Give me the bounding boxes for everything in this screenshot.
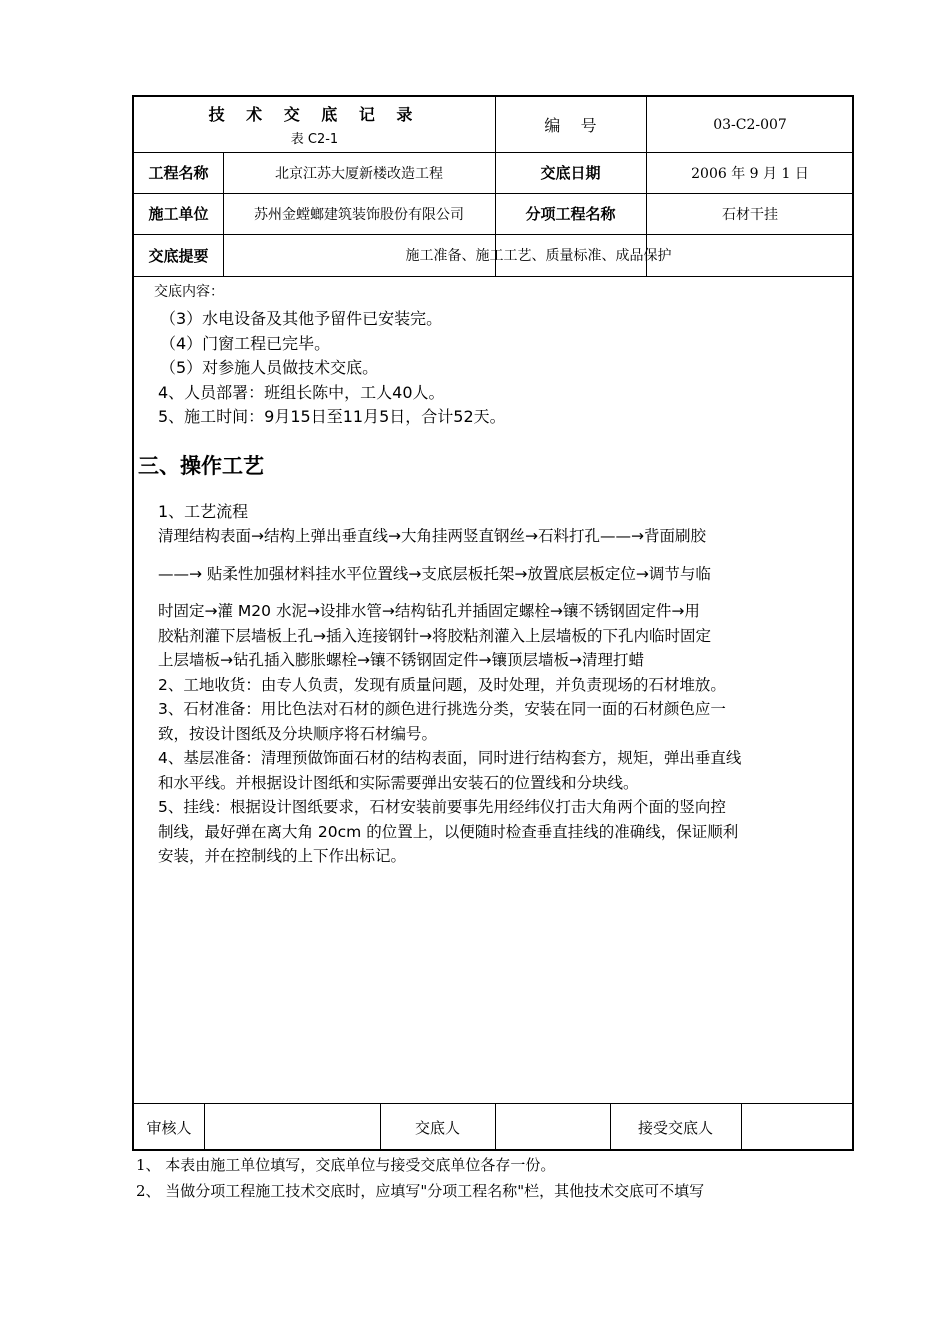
section-title: 三、操作工艺 — [138, 453, 264, 478]
prep-line: （4）门窗工程已完毕。 — [160, 333, 331, 353]
flow-line: 时固定→灌 M20 水泥→设排水管→结构钻孔并插固定螺栓→镶不锈钢固定件→用 — [158, 602, 700, 620]
content-label: 交底内容： — [154, 284, 224, 300]
prep-line: （5）对参施人员做技术交底。 — [160, 358, 379, 377]
reviewer-label: 审核人 — [146, 1118, 192, 1137]
number-label: 编 号 — [544, 116, 597, 135]
prep-line: 4、人员部署：班组长陈中，工人40人。 — [158, 382, 445, 402]
subproject-label: 分项工程名称 — [525, 205, 616, 223]
prep-line: （3）水电设备及其他予留件已安装完。 — [160, 309, 443, 328]
flow-line: 上层墙板→钻孔插入膨胀螺栓→镶不锈钢固定件→镶顶层墙板→清理打蜡 — [158, 651, 644, 669]
item-line: 4、基层准备：清理预做饰面石材的结构表面，同时进行结构套方，规矩，弹出垂直线 — [158, 749, 742, 767]
flow-line: ——→ 贴柔性加强材料挂水平位置线→支底层板托架→放置底层板定位→调节与临 — [158, 564, 711, 583]
flow-title: 1、工艺流程 — [158, 501, 249, 521]
item-line: 制线，最好弹在离大角 20cm 的位置上，以便随时检查垂直挂线的准确线，保证顺利 — [158, 822, 739, 841]
item-line: 和水平线。并根据设计图纸和实际需要弹出安装石的位置线和分块线。 — [158, 773, 639, 792]
content-area — [138, 277, 850, 869]
project-name-label: 工程名称 — [148, 164, 209, 182]
flow-line: 胶粘剂灌下层墙板上孔→插入连接钢针→将胶粘剂灌入上层墙板的下孔内临时固定 — [158, 626, 711, 645]
item-line: 致，按设计图纸及分块顺序将石材编号。 — [158, 724, 438, 743]
discloser-signature — [495, 1103, 610, 1151]
receiver-label: 接受交底人 — [637, 1118, 713, 1137]
reviewer-signature — [204, 1103, 380, 1151]
disclosure-form — [132, 95, 854, 1151]
discloser-label: 交底人 — [414, 1118, 460, 1137]
footnote: 2、 当做分项工程施工技术交底时，应填写"分项工程名称"栏，其他技术交底可不填写 — [136, 1182, 705, 1200]
company-name: 苏州金螳螂建筑装饰股份有限公司 — [254, 206, 464, 223]
item-line: 3、石材准备：用比色法对石材的颜色进行挑选分类，安装在同一面的石材颜色应一 — [158, 700, 726, 718]
project-name: 北京江苏大厦新楼改造工程 — [275, 165, 443, 182]
summary-label: 交底提要 — [148, 246, 209, 265]
item-line: 5、挂线：根据设计图纸要求，石材安装前要事先用经纬仪打击大角两个面的竖向控 — [158, 798, 726, 816]
item-line: 安装，并在控制线的上下作出标记。 — [158, 847, 407, 865]
number-value: 03-C2-007 — [713, 116, 787, 133]
form-number: 表 C2-1 — [290, 132, 339, 147]
summary-text: 施工准备、施工工艺、质量标准、成品保护 — [405, 248, 672, 264]
form-title-block — [134, 97, 495, 152]
flow-line: 清理结构表面→结构上弹出垂直线→大角挂两竖直钢丝→石料打孔——→背面刷胶 — [158, 527, 706, 545]
item-line: 2、工地收货：由专人负责，发现有质量问题，及时处理，并负责现场的石材堆放。 — [158, 675, 726, 694]
receiver-signature — [741, 1103, 854, 1151]
date-label: 交底日期 — [540, 164, 601, 182]
subproject-name: 石材干挂 — [722, 206, 778, 223]
company-label: 施工单位 — [148, 205, 209, 223]
form-title: 技 术 交 底 记 录 — [208, 105, 421, 124]
footnote: 1、 本表由施工单位填写，交底单位与接受交底单位各存一份。 — [136, 1156, 556, 1174]
prep-line: 5、施工时间：9月15日至11月5日，合计52天。 — [158, 407, 506, 426]
date-value: 2006 年 9 月 1 日 — [691, 165, 809, 182]
